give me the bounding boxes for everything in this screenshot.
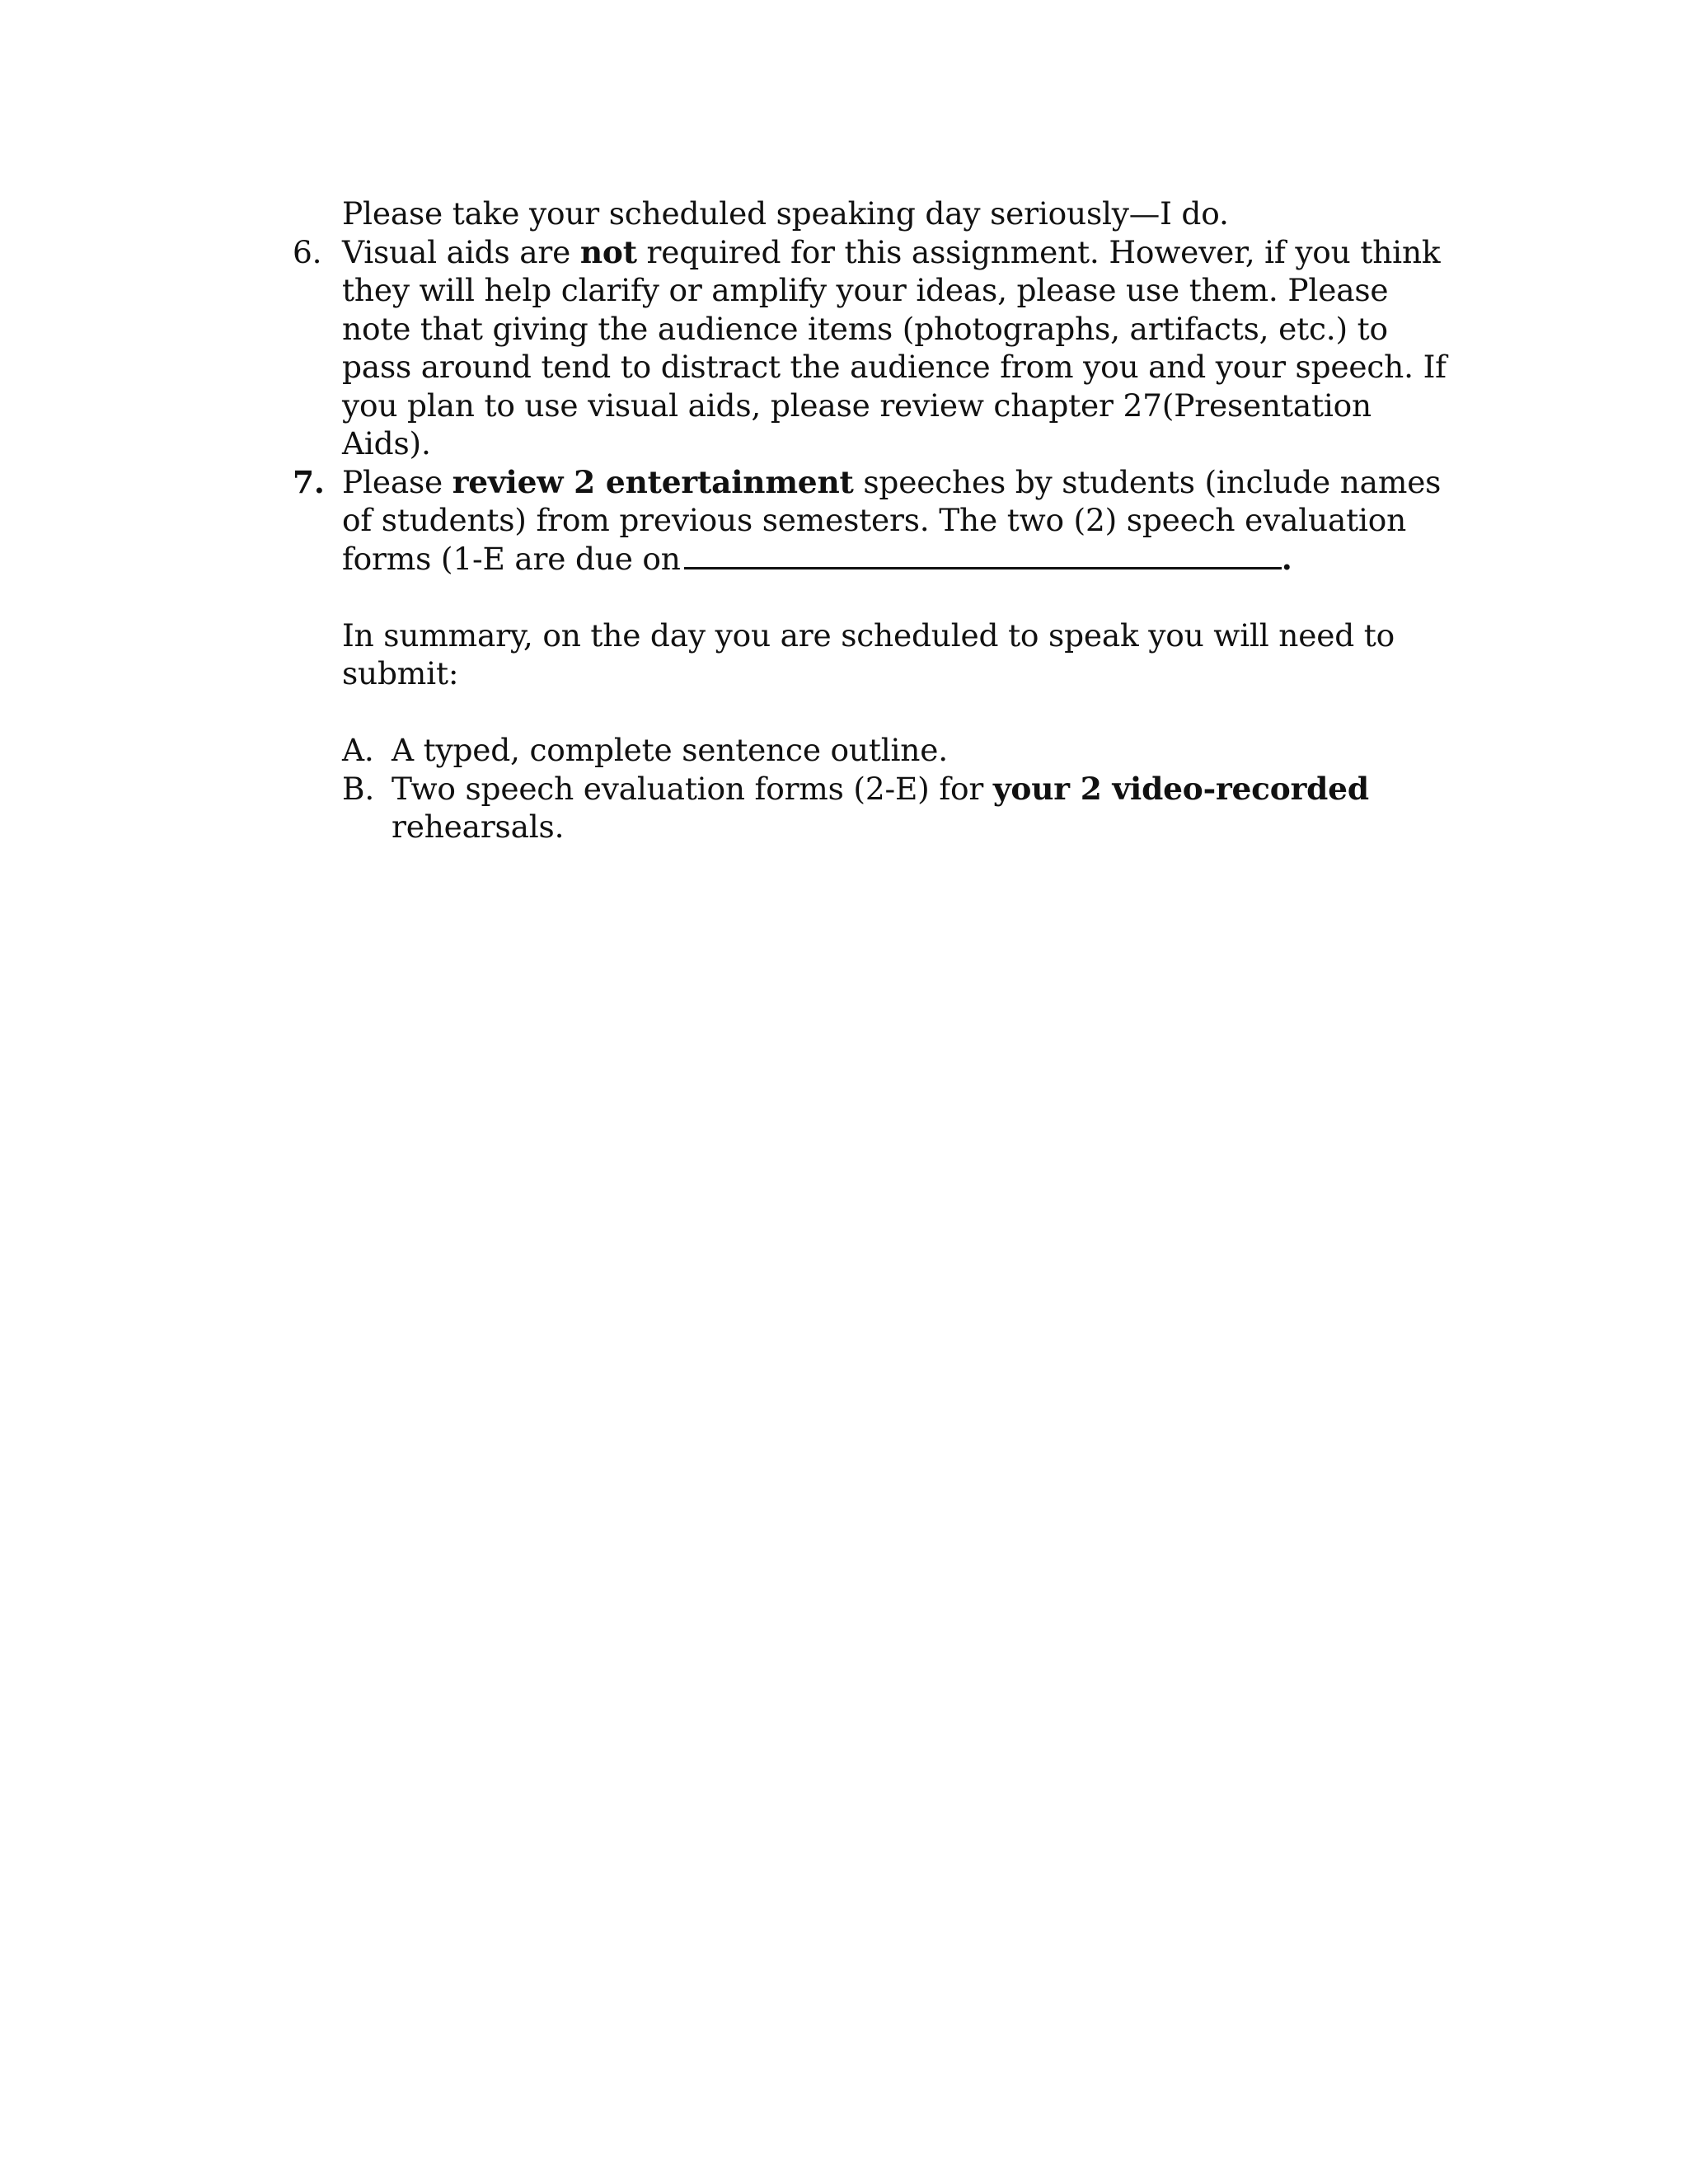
- bold-text: review 2 entertainment: [452, 463, 854, 500]
- list-number: 7.: [293, 463, 325, 500]
- list-item-7: [293, 463, 1447, 579]
- list-item-text: [342, 233, 1447, 463]
- due-date-blank: [684, 542, 1282, 569]
- list-item-text: [342, 463, 1447, 579]
- list-item-6: [293, 233, 1447, 463]
- text-segment: rehearsals.: [392, 808, 565, 845]
- summary-item-b: [293, 770, 1447, 846]
- continuation-text: Please take your scheduled speaking day seriously—I do.: [342, 195, 1229, 232]
- document-body: [293, 194, 1447, 846]
- summary-label: B.: [342, 770, 375, 807]
- bold-text: not: [579, 233, 637, 270]
- spacer: [293, 578, 1447, 616]
- text-segment: Two speech evaluation forms (2-E) for: [392, 770, 993, 807]
- summary-label: A.: [342, 732, 374, 768]
- list-number: 6.: [293, 233, 322, 270]
- summary-item-a: [293, 731, 1447, 770]
- end-punctuation: .: [1281, 540, 1292, 577]
- continuation-line: [293, 194, 1447, 233]
- text-segment: Visual aids are: [342, 233, 580, 270]
- summary-intro-text: In summary, on the day you are scheduled to speak you will need to submit:: [342, 616, 1395, 691]
- summary-intro: [293, 616, 1447, 693]
- text-segment: Please: [342, 463, 452, 500]
- text-segment: speeches by students (include names of students) from previous semesters. The two (2) speech evaluation forms (1-E are due on: [342, 463, 1442, 577]
- spacer: [293, 693, 1447, 732]
- text-segment: required for this assignment. However, if you think they will help clarify or amplify your ideas, please use them. Please note that giving the audience items (photographs, artifacts, etc.) to pass around tend to distract the audience from you and your speech. If you plan to use visual aids, please review chapter 27(Presentation Aids).: [342, 233, 1447, 462]
- summary-item-text: [392, 770, 1447, 846]
- summary-item-text: A typed, complete sentence outline.: [392, 732, 948, 768]
- bold-text: your 2 video-recorded: [992, 770, 1369, 807]
